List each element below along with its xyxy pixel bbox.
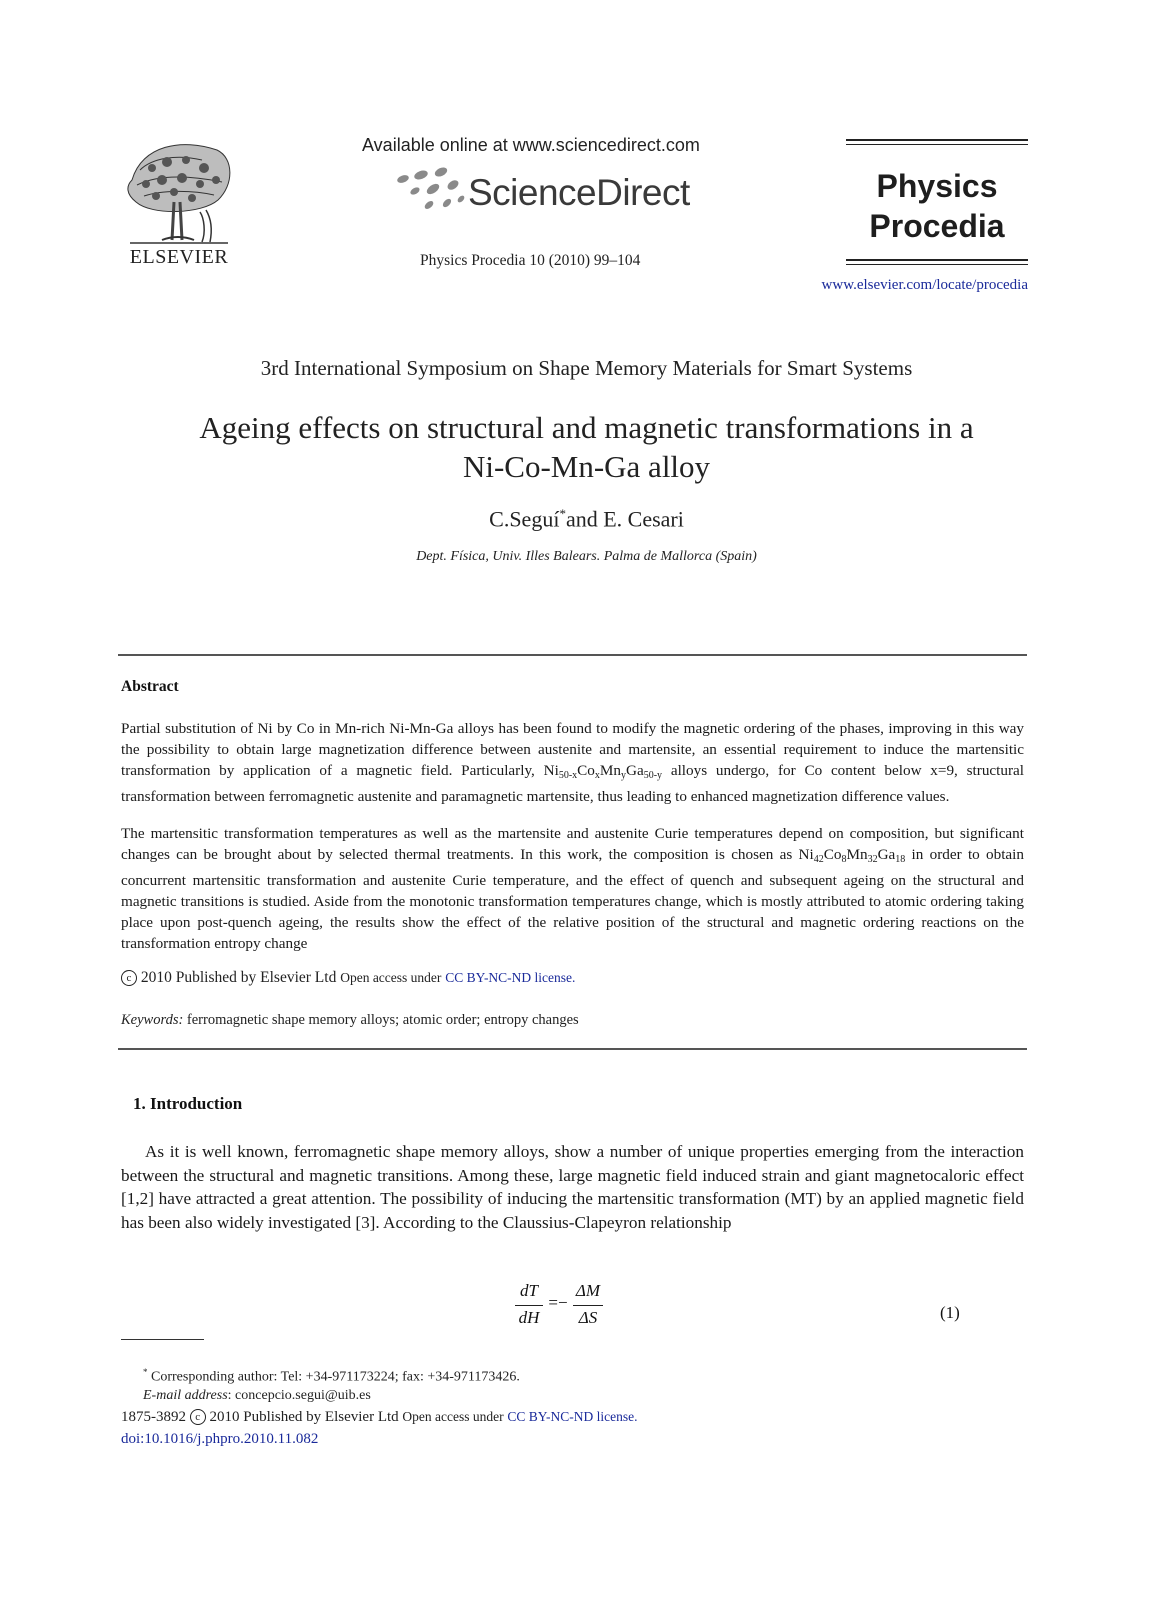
formula-element: Ga xyxy=(877,846,896,863)
keywords-label: Keywords: xyxy=(121,1012,184,1028)
abstract-text: The martensitic transformation temperatures as well as the martensite and austenite Curie temperatures depend on composition, but significant changes can be brought about by selected thermal treatments. In this work, the composition is chosen as xyxy=(121,825,1024,863)
journal-box-rule xyxy=(846,139,1028,141)
footnote-divider xyxy=(121,1339,204,1340)
footnote-corresponding xyxy=(143,1367,520,1386)
copyright-icon: c xyxy=(190,1409,206,1425)
email-address[interactable]: : concepcio.segui@uib.es xyxy=(227,1388,371,1403)
journal-name xyxy=(846,166,1028,246)
formula-element: Ni xyxy=(798,846,814,863)
publisher-name: ELSEVIER xyxy=(129,246,229,268)
copyright-text: 2010 Published by Elsevier Ltd xyxy=(209,1409,399,1425)
copyright-icon: c xyxy=(121,970,137,986)
keywords-line xyxy=(121,1012,579,1029)
equation-rhs-numerator: ΔM xyxy=(575,1281,601,1300)
chemical-formula xyxy=(544,762,662,779)
fraction-bar xyxy=(515,1305,543,1306)
formula-element: Ni xyxy=(543,762,559,779)
footnote-text: Corresponding author: Tel: +34-971173224; fax: +34-971173426. xyxy=(151,1369,520,1385)
journal-box-rule xyxy=(846,144,1028,145)
author-list xyxy=(0,506,1173,532)
license-link[interactable]: CC BY-NC-ND license. xyxy=(507,1409,638,1424)
sciencedirect-wordmark: ScienceDirect xyxy=(468,172,690,213)
title-line: Ageing effects on structural and magnetic transformations in a xyxy=(199,410,974,445)
journal-box-rule xyxy=(846,259,1028,261)
abstract-text: Partial substitution of Ni by Co in Mn-rich Ni-Mn-Ga alloys has been found to modify the magnetic ordering of the phases, improving in this way the possibility to obtain large magnetization difference between austenite and martensite, an essential requirement to induce the martensitic transformation by application of a magnetic field. Particularly, xyxy=(121,720,1024,779)
abstract-text: alloys undergo, for Co content below x=9, structural transformation between ferromagnetic austenite and paramagnetic martensite, thus leading to enhanced magnetization difference values. xyxy=(121,762,1024,805)
equation-1 xyxy=(515,1281,625,1333)
formula-element: Ga xyxy=(626,762,644,779)
journal-box-rule xyxy=(846,264,1028,265)
formula-subscript: y xyxy=(621,770,626,781)
formula-element: Co xyxy=(577,762,595,779)
paper-title xyxy=(120,408,1053,486)
title-line: Ni-Co-Mn-Ga alloy xyxy=(462,449,711,484)
formula-subscript: 18 xyxy=(895,854,906,865)
formula-element: Mn xyxy=(599,762,621,779)
formula-subscript: 8 xyxy=(841,854,847,865)
formula-subscript: 32 xyxy=(867,854,878,865)
fraction-bar xyxy=(573,1305,603,1306)
section-heading-introduction: 1. Introduction xyxy=(133,1094,243,1113)
formula-subscript: 50-y xyxy=(643,770,663,781)
footnote-email xyxy=(143,1388,371,1404)
equation-lhs-denominator: dH xyxy=(518,1308,540,1327)
abstract-paragraph xyxy=(121,823,1024,954)
formula-subscript: 50-x xyxy=(558,770,578,781)
formula-subscript: 42 xyxy=(813,854,824,865)
journal-url-link[interactable]: www.elsevier.com/locate/procedia xyxy=(821,277,1028,293)
equation-operator: =− xyxy=(548,1293,568,1312)
copyright-text: 2010 Published by Elsevier Ltd xyxy=(140,969,337,986)
license-link[interactable]: CC BY-NC-ND license. xyxy=(445,970,576,985)
footnote-mark: * xyxy=(143,1367,148,1377)
abstract-heading: Abstract xyxy=(121,678,179,695)
open-access-text: Open access under xyxy=(402,1409,504,1424)
available-online-text: Available online at www.sciencedirect.com xyxy=(362,135,700,155)
journal-citation: Physics Procedia 10 (2010) 99–104 xyxy=(420,252,641,269)
equation-lhs-numerator: dT xyxy=(520,1281,538,1300)
introduction-text: As it is well known, ferromagnetic shape memory alloys, show a number of unique properties emerging from the interaction between the structural and magnetic transitions. Among these, large magnetic field induced strain and giant magnetocaloric effect [1,2] have attracted a great attention. The possibility of inducing the martensitic transformation (MT) by an applied magnetic field has been also widely investigated [3]. According to the Claussius-Clapeyron relationship xyxy=(121,1142,1024,1232)
copyright-line xyxy=(121,969,575,987)
corresponding-mark: * xyxy=(559,506,566,521)
symposium-name: 3rd International Symposium on Shape Memory Materials for Smart Systems xyxy=(260,356,913,380)
formula-element: Co xyxy=(823,846,842,863)
journal-name-line: Procedia xyxy=(869,208,1005,244)
email-label: E-mail address xyxy=(143,1388,228,1403)
footer-copyright xyxy=(121,1409,638,1426)
equation-rhs-denominator: ΔS xyxy=(578,1308,598,1327)
introduction-paragraph xyxy=(121,1140,1024,1234)
author-name: C.Seguí xyxy=(489,506,560,532)
doi-link[interactable]: doi:10.1016/j.phpro.2010.11.082 xyxy=(121,1431,319,1447)
abstract-paragraph xyxy=(121,718,1024,807)
keywords-text: ferromagnetic shape memory alloys; atomic order; entropy changes xyxy=(186,1012,579,1028)
section-divider xyxy=(118,1048,1027,1050)
abstract-text: in order to obtain concurrent martensitic transformation and austenite Curie temperature, and the effect of quench and subsequent ageing on the structural and magnetic transitions is studied. Aside from the monotonic transformation temperatures change, which is mostly attributed to atomic ordering taking place upon post-quench ageing, the results show the effect of the relative position of the structural and magnetic ordering reactions on the transformation entropy change xyxy=(121,846,1024,952)
equation-number: (1) xyxy=(940,1303,960,1322)
affiliation: Dept. Física, Univ. Illes Balears. Palma de Mallorca (Spain) xyxy=(416,549,757,564)
section-divider xyxy=(118,654,1027,656)
formula-subscript: x xyxy=(594,770,600,781)
formula-element: Mn xyxy=(846,846,868,863)
author-name: and E. Cesari xyxy=(565,506,684,532)
chemical-formula xyxy=(799,846,906,863)
open-access-text: Open access under xyxy=(340,970,442,985)
issn: 1875-3892 xyxy=(121,1409,186,1425)
journal-name-line: Physics xyxy=(876,168,998,204)
